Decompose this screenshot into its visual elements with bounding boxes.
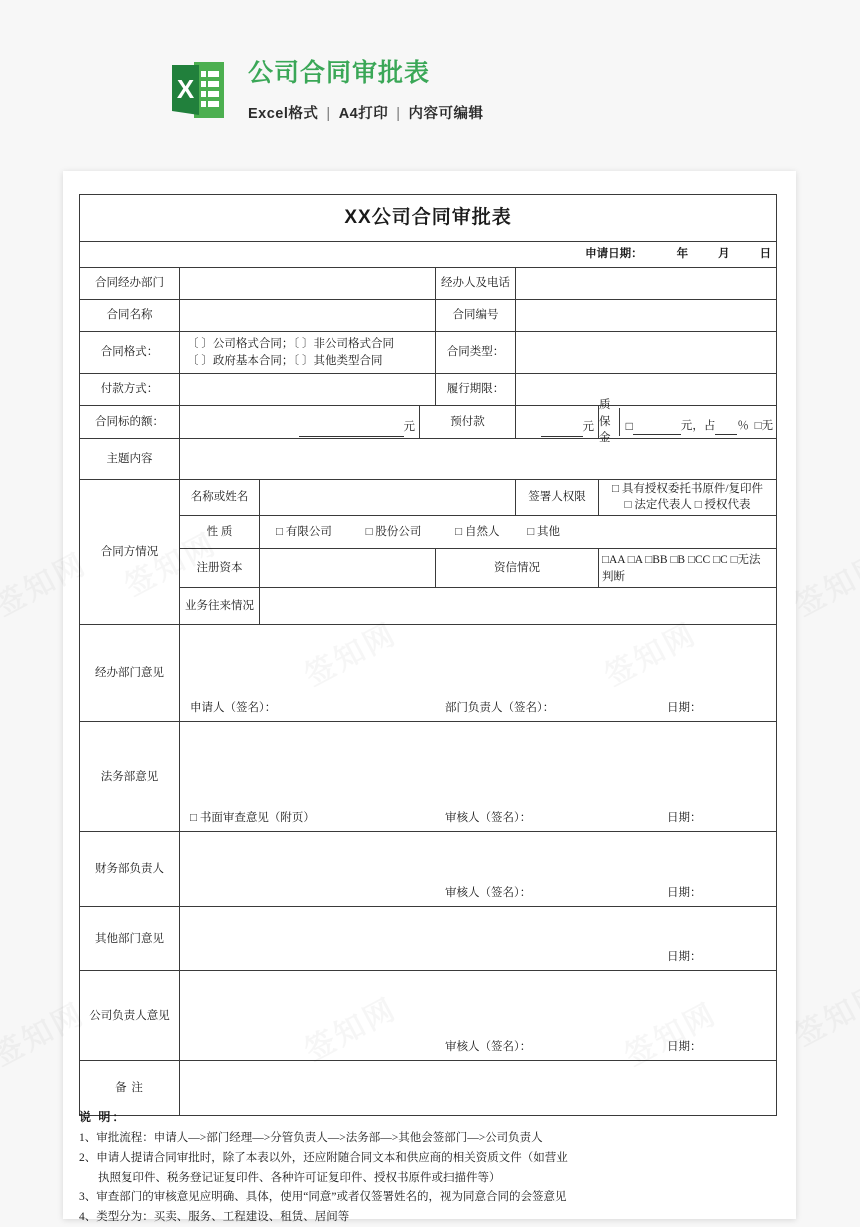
label-performance-period: 履行期限： [436, 374, 516, 406]
note-item: 4、类型分为：买卖、服务、工程建设、租赁、居间等 [79, 1210, 350, 1223]
input-company-head-opinion[interactable] [180, 971, 777, 1061]
input-contract-type[interactable] [516, 332, 777, 374]
label-handling-dept: 合同经办部门 [80, 268, 180, 300]
input-business-history[interactable] [260, 588, 777, 625]
dept-head-signature-label: 部门负责人（签名）： [445, 701, 555, 714]
note-item: 3、审查部门的审核意见应明确、具体，使用“同意”或者仅签署姓名的，视为同意合同的会签意见 [79, 1191, 567, 1204]
table-row [80, 242, 777, 268]
signature-blank [445, 949, 667, 966]
banner-separator: | [396, 106, 401, 122]
label-contract-format: 合同格式： [80, 332, 180, 374]
excel-file-icon: X [172, 62, 224, 118]
table-row [80, 971, 777, 1061]
label-quality-deposit: 质保金 [599, 408, 620, 436]
party-nature-option-natural-person[interactable]: □ 自然人 [455, 525, 500, 538]
signer-authority-option-1[interactable]: □ 具有授权委托书原件/复印件 [612, 483, 764, 495]
form-title-cell [80, 195, 777, 242]
date-label: 日期： [667, 701, 702, 714]
party-nature-options[interactable] [260, 516, 777, 549]
input-prepayment[interactable] [516, 406, 599, 439]
apply-date-cell [80, 242, 777, 268]
percent-symbol: ％ [737, 420, 749, 433]
input-payment-method[interactable] [180, 374, 436, 406]
date-label: 日期： [667, 950, 702, 963]
label-contract-amount: 合同标的额： [80, 406, 180, 439]
applicant-signature-label: 申请人（签名）： [190, 701, 277, 714]
day-label: 日 [759, 248, 772, 261]
input-handling-dept[interactable] [180, 268, 436, 300]
input-legal-dept-opinion[interactable] [180, 722, 777, 832]
signature-line [185, 1039, 771, 1056]
input-party-name[interactable] [260, 480, 516, 516]
table-row [80, 374, 777, 406]
banner-subtitle [248, 102, 484, 123]
banner-editable-label: 内容可编辑 [408, 106, 484, 122]
banner-title: 公司合同审批表 [248, 59, 431, 87]
reviewer-signature-label: 审核人（签名）： [445, 811, 532, 824]
label-handler-phone: 经办人及电话 [436, 268, 516, 300]
party-nature-option-other[interactable]: □ 其他 [527, 525, 561, 538]
banner-print-label: A4打印 [338, 106, 389, 122]
signature-blank [190, 885, 445, 902]
label-handling-dept-opinion: 经办部门意见 [80, 625, 180, 722]
label-registered-capital: 注册资本 [180, 549, 260, 588]
reviewer-signature-label: 审核人（签名）： [445, 1040, 532, 1053]
date-label: 日期： [667, 1040, 702, 1053]
label-contract-name: 合同名称 [80, 300, 180, 332]
contract-approval-form [79, 194, 777, 1116]
unit-yuan: 元 [582, 421, 594, 434]
table-row [80, 832, 777, 907]
notes-section [79, 1108, 759, 1227]
label-contract-no: 合同编号 [436, 300, 516, 332]
label-legal-dept-opinion: 法务部意见 [80, 722, 180, 832]
banner-separator: | [326, 106, 331, 122]
signer-authority-options[interactable] [599, 480, 777, 516]
date-label: 日期： [667, 886, 702, 899]
label-finance-head-opinion: 财务部负责人 [80, 832, 180, 907]
table-row [80, 332, 777, 374]
written-review-checkbox[interactable]: □ 书面审查意见（附页） [190, 811, 315, 824]
contract-format-option-1[interactable]: 〔 〕公司格式合同；〔 〕非公司格式合同 [187, 337, 394, 350]
date-label: 日期： [667, 811, 702, 824]
input-performance-period[interactable] [516, 374, 777, 406]
quality-deposit-none-checkbox[interactable]: □无 [754, 420, 774, 433]
label-counterparty-info: 合同方情况 [80, 480, 180, 625]
label-other-dept-opinion: 其他部门意见 [80, 907, 180, 971]
input-handling-dept-opinion[interactable] [180, 625, 777, 722]
signature-blank [190, 949, 445, 966]
unit-yuan: 元 [403, 421, 415, 434]
watermark-text [785, 539, 860, 624]
page-banner [0, 0, 860, 171]
signer-authority-option-2[interactable]: □ 法定代表人 □ 授权代表 [624, 498, 751, 511]
quality-guarantee-group [599, 399, 777, 445]
table-row [80, 195, 777, 242]
contract-format-options[interactable] [180, 332, 436, 374]
label-signer-authority: 签署人权限 [516, 480, 599, 516]
input-other-dept-opinion[interactable] [180, 907, 777, 971]
table-row [80, 907, 777, 971]
label-party-nature: 性 质 [180, 516, 260, 549]
table-row [80, 588, 777, 625]
table-row [80, 406, 777, 439]
document-sheet [63, 171, 796, 1223]
quality-deposit-checkbox[interactable]: □ [625, 418, 633, 433]
banner-format-label: Excel格式 [248, 106, 319, 122]
table-row [80, 439, 777, 480]
signature-blank [190, 1039, 445, 1056]
note-item-continued: 执照复印件、税务登记证复印件、各种许可证复印件、授权书原件或扫描件等） [98, 1171, 501, 1184]
label-subject-content: 主题内容 [80, 439, 180, 480]
table-row [80, 722, 777, 832]
apply-date-label: 申请日期： [585, 248, 643, 261]
label-company-head-opinion: 公司负责人意见 [80, 971, 180, 1061]
input-contract-no[interactable] [516, 300, 777, 332]
table-row [80, 625, 777, 722]
label-prepayment: 预付款 [420, 406, 516, 439]
input-subject-content[interactable] [180, 439, 777, 480]
table-row [80, 300, 777, 332]
label-credit-status: 资信情况 [436, 549, 599, 588]
watermark-text [785, 969, 860, 1054]
unit-yuan-percent: 元，占 [680, 420, 716, 433]
signature-line [185, 810, 771, 827]
signature-line [185, 885, 771, 902]
label-payment-method: 付款方式： [80, 374, 180, 406]
reviewer-signature-label: 审核人（签名）： [445, 886, 532, 899]
signature-line [185, 949, 771, 966]
party-nature-option-limited[interactable]: □ 有限公司 [276, 525, 332, 538]
page-title: XX公司合同审批表 [344, 207, 512, 229]
input-registered-capital[interactable] [260, 549, 436, 588]
year-label: 年 [676, 248, 689, 261]
input-finance-head-opinion[interactable] [180, 832, 777, 907]
month-label: 月 [718, 248, 730, 261]
input-contract-name[interactable] [180, 300, 436, 332]
label-contract-type: 合同类型： [436, 332, 516, 374]
signature-line [185, 700, 771, 717]
table-row [80, 516, 777, 549]
table-row [80, 480, 777, 516]
input-contract-amount[interactable] [180, 406, 420, 439]
credit-status-options[interactable]: □AA □A □BB □B □CC □C □无法判断 [599, 549, 777, 588]
contract-format-option-2[interactable]: 〔 〕政府基本合同；〔 〕其他类型合同 [187, 354, 383, 367]
note-item: 2、申请人提请合同审批时，除了本表以外，还应附随合同文本和供应商的相关资质文件（如营业 [79, 1152, 568, 1165]
note-item: 1、审批流程：申请人—>部门经理—>分管负责人—>法务部—>其他会签部门—>公司负责人 [79, 1132, 543, 1145]
label-remark: 备 注 [80, 1061, 180, 1116]
input-handler-phone[interactable] [516, 268, 777, 300]
label-business-history: 业务往来情况 [180, 588, 260, 625]
table-row [80, 268, 777, 300]
label-party-name: 名称或姓名 [180, 480, 260, 516]
party-nature-option-joint-stock[interactable]: □ 股份公司 [365, 525, 422, 538]
notes-title: 说 明： [79, 1110, 127, 1124]
table-row [80, 549, 777, 588]
